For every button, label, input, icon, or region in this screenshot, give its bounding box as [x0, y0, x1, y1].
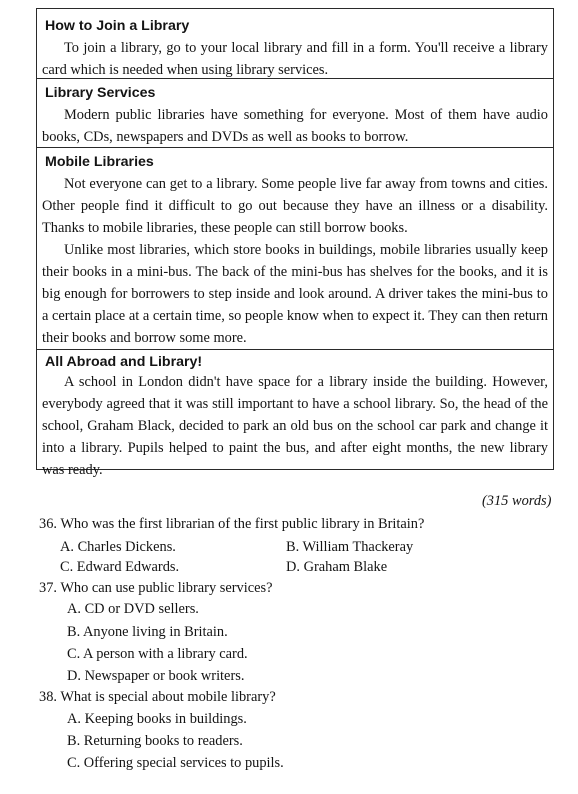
question-36-option-a[interactable]: A. Charles Dickens. [60, 539, 176, 555]
section-title: All Abroad and Library! [45, 354, 203, 370]
paragraph: Not everyone can get to a library. Some people live far away from towns and cities. Other people find it difficult to go out because they have an illness or a disability. Thanks to mobile libraries, these people can still borrow books. [42, 176, 548, 236]
reading-passage-box [36, 8, 554, 478]
section-mobile-libraries [37, 148, 553, 350]
question-37-option-c[interactable]: C. A person with a library card. [67, 646, 248, 662]
section-title: Mobile Libraries [45, 154, 154, 170]
section-all-abroad [37, 350, 553, 478]
question-37-option-a[interactable]: A. CD or DVD sellers. [67, 601, 199, 617]
word-count: (315 words) [482, 493, 552, 509]
question-36-option-b[interactable]: B. William Thackeray [286, 539, 414, 555]
question-36-option-c[interactable]: C. Edward Edwards. [60, 559, 180, 575]
paragraph: Modern public libraries have something for everyone. Most of them have audio books, CDs, newspapers and DVDs as well as books to borrow. [42, 107, 548, 145]
question-36-option-d[interactable]: D. Graham Blake [286, 559, 388, 575]
question-37-option-b[interactable]: B. Anyone living in Britain. [67, 624, 228, 640]
question-38-option-b[interactable]: B. Returning books to readers. [67, 733, 243, 749]
question-38-option-a[interactable]: A. Keeping books in buildings. [67, 711, 247, 727]
question-38-option-c[interactable]: C. Offering special services to pupils. [67, 755, 284, 771]
paragraph: Unlike most libraries, which store books in buildings, mobile libraries usually keep their books in a mini-bus. The back of the mini-bus has shelves for the books, and it is big enough for borrowers to step inside and look around. A driver takes the mini-bus to a certain place at a certain time, so people know when to expect it. They can then return their books and borrow some more. [42, 242, 548, 346]
section-title: Library Services [45, 85, 156, 101]
question-37-option-d[interactable]: D. Newspaper or book writers. [67, 668, 245, 684]
section-how-to-join [37, 9, 553, 79]
question-37-stem: 37. Who can use public library services? [39, 580, 273, 596]
paragraph: A school in London didn't have space for a library inside the building. However, everybody agreed that it was still important to have a school library. So, the head of the school, Graham Black, decided to park an old bus on the school car park and change it into a library. Pupils helped to paint the bus, and after eight months, the new library was ready. [42, 374, 548, 478]
section-title: How to Join a Library [45, 18, 190, 34]
section-library-services [37, 79, 553, 148]
question-38-stem: 38. What is special about mobile library? [39, 689, 276, 705]
paragraph: To join a library, go to your local library and fill in a form. You'll receive a library card which is needed when using library services. [42, 40, 548, 78]
question-36-stem: 36. Who was the first librarian of the first public library in Britain? [39, 516, 425, 532]
